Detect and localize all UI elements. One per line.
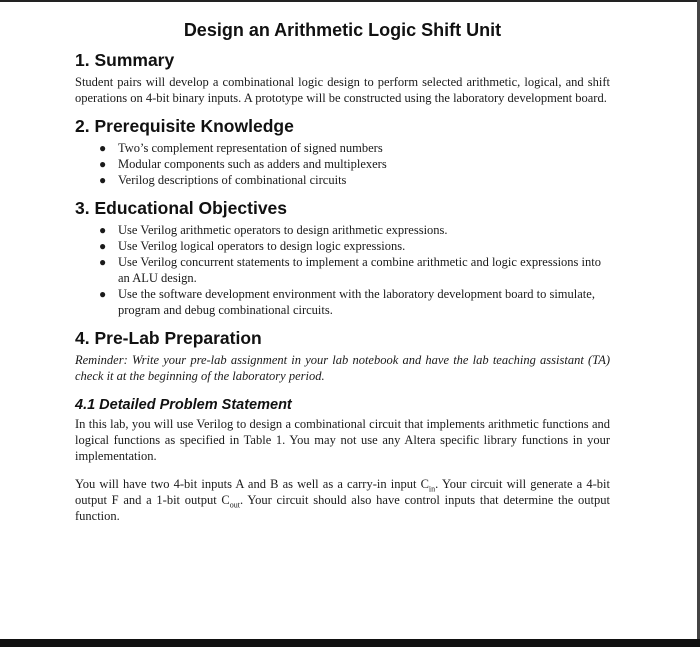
bullet-icon: ● <box>99 239 107 253</box>
bullet-icon: ● <box>99 141 107 155</box>
list-item: ● Verilog descriptions of combinational circuits <box>99 173 347 187</box>
list-item: ● Use the software development environment with the laboratory development board to simulate, program and debug combinational circuits. <box>99 287 595 317</box>
bullet-icon: ● <box>99 255 107 269</box>
prerequisites-section <box>75 116 610 188</box>
summary-text: Student pairs will develop a combinational logic design to perform selected arithmetic, logical, and shift operations on 4-bit binary inputs. A prototype will be constructed using the laboratory development board. <box>75 75 610 105</box>
page-border-top <box>0 0 700 2</box>
prelab-reminder: Reminder: Write your pre-lab assignment in your lab notebook and have the lab teaching assistant (TA) check it at the beginning of the laboratory period. <box>75 353 610 383</box>
objectives-section <box>75 198 610 318</box>
list-item: ● Use Verilog logical operators to design logic expressions. <box>99 239 406 253</box>
summary-heading: 1. Summary <box>75 50 175 70</box>
prerequisites-list <box>75 140 610 188</box>
bullet-icon: ● <box>99 287 107 301</box>
prelab-heading: 4. Pre-Lab Preparation <box>75 328 262 348</box>
prerequisites-heading: 2. Prerequisite Knowledge <box>75 116 294 136</box>
bullet-icon: ● <box>99 157 107 171</box>
document-content <box>75 20 610 524</box>
list-item: ● Two’s complement representation of signed numbers <box>99 141 383 155</box>
list-item: ● Use Verilog concurrent statements to implement a combine arithmetic and logic expressions into an ALU design. <box>99 255 601 285</box>
bullet-icon: ● <box>99 223 107 237</box>
objectives-list <box>75 222 610 318</box>
problem-paragraph-2: You will have two 4-bit inputs A and B as well as a carry-in input $C_{in}$. Your circuit will generate a 4-bit output F and a 1-bit output $C_{out}$. Your circuit should also have control inputs that determine the output function. <box>75 477 611 523</box>
list-item: ● Modular components such as adders and multiplexers <box>99 157 387 171</box>
page-border-bottom <box>0 639 700 647</box>
prelab-section <box>75 328 610 384</box>
document-title: Design an Arithmetic Logic Shift Unit <box>183 20 502 40</box>
problem-paragraph-1: In this lab, you will use Verilog to design a combinational circuit that implements arithmetic functions and logical functions as specified in Table 1. You may not use any Altera specific library functions in your implementation. <box>75 417 610 463</box>
bullet-icon: ● <box>99 173 107 187</box>
list-item: ● Use Verilog arithmetic operators to design arithmetic expressions. <box>99 223 448 237</box>
problem-section <box>75 397 610 524</box>
objectives-heading: 3. Educational Objectives <box>75 198 288 218</box>
summary-section <box>75 50 610 106</box>
problem-heading: 4.1 Detailed Problem Statement <box>75 397 292 413</box>
